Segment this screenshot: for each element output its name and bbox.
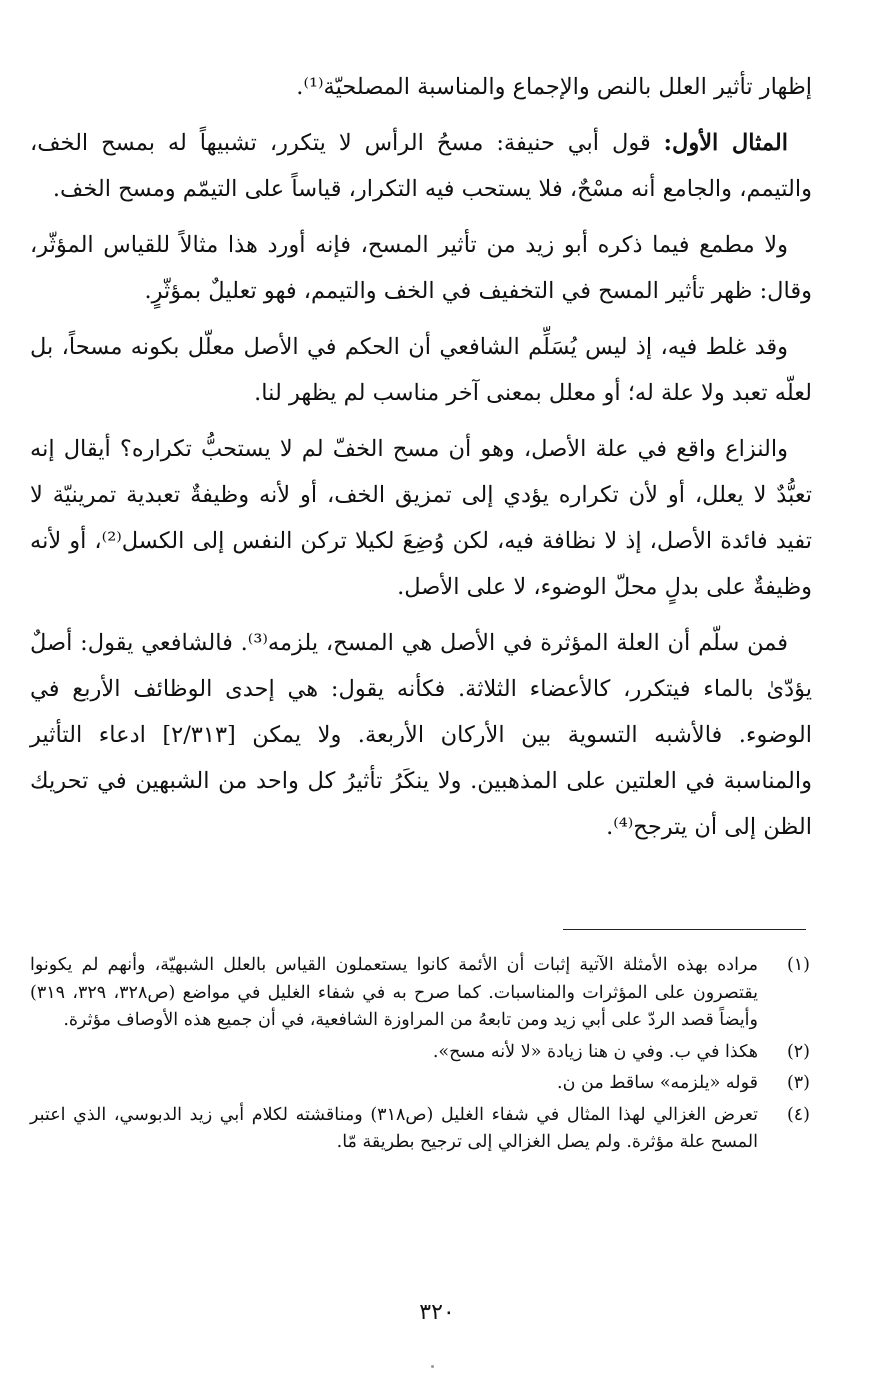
footnote-item [30, 1070, 810, 1098]
footnote-number: (١) [786, 955, 810, 975]
footnote-text: تعرض الغزالي لهذا المثال في شفاء الغليل (ص٣١٨) ومناقشته لكلام أبي زيد الدبوسي، الذي اعتبر المسح علة مؤثرة. ولم يصل الغزالي إلى ترجيح بطريقة مّا. [30, 1104, 759, 1152]
paragraph-dispute: والنزاع واقع في علة الأصل، وهو أن مسح الخفّ لم لا يستحبُّ تكراره؟ أيقال إنه تعبُّدٌ لا يعلل، أو لأن تكراره يؤدي إلى تمزيق الخف، أو لأنه وظيفةٌ تعبدية تمرينيّة لا تفيد فائدة الأصل، إذ لا نظافة فيه، لكن وُضِعَ لكيلا تركن النفس إلى الكسل⁽²⁾، أو لأنه وظيفةٌ على بدلٍ محلّ الوضوء، لا على الأصل. [30, 436, 812, 600]
paragraph-example-one [30, 120, 812, 212]
footnote-number: (٢) [786, 1041, 810, 1062]
footnote-number: (٣) [786, 1073, 810, 1093]
footnote-number: (٤) [786, 1104, 810, 1125]
paragraph-error: وقد غلط فيه، إذ ليس يُسَلِّم الشافعي أن الحكم في الأصل معلّل بكونه مسحاً، بل لعلّه تعبد ولا علة له؛ أو معلل بمعنى آخر مناسب لم يظهر لنا. [30, 334, 812, 406]
footnote-item [30, 1039, 810, 1067]
footnote-text: هكذا في ب. وفي ن هنا زيادة «لا لأنه مسح». [432, 1041, 758, 1062]
footnotes [30, 952, 810, 1161]
footnote-item [30, 952, 810, 1035]
main-text [30, 64, 812, 860]
paragraph-intro: إظهار تأثير العلل بالنص والإجماع والمناسبة المصلحيّة⁽¹⁾. [296, 74, 812, 100]
footnote-separator [563, 929, 806, 930]
footnote-text: قوله «يلزمه» ساقط من ن. [557, 1073, 758, 1093]
example-heading: المثال الأول: [663, 130, 788, 156]
footnote-text: مراده بهذه الأمثلة الآتية إثبات أن الأئمة كانوا يستعملون القياس بالعلل الشبهيّة، وأنهم لم يكونوا يقتصرون على المؤثرات والمناسبات. كما صرح به في شفاء الغليل في مواضع (ص٣٢٨، ٣٢٩، ٣١٩) وأيضاً قصد الردّ على أبي زيد ومن تابعهُ من المراوزة الشافعية، في أن جميع هذه الأوصاف مؤثرة. [30, 955, 758, 1030]
example-text: قول أبي حنيفة: مسحُ الرأس لا يتكرر، تشبيهاً له بمسح الخف، والتيمم، والجامع أنه مسْحٌ، فلا يستحب فيه التكرار، قياساً على التيمّم ومسح الخف. [30, 130, 812, 202]
footnote-item [30, 1102, 810, 1157]
paragraph-abu-zayd: ولا مطمع فيما ذكره أبو زيد من تأثير المسح، فإنه أورد هذا مثالاً للقياس المؤثّر، وقال: ظهر تأثير المسح في التخفيف في الخف والتيمم، فهو تعليلٌ بمؤثّرٍ. [30, 232, 812, 304]
scan-speck [431, 1365, 434, 1368]
paragraph-shafii: فمن سلّم أن العلة المؤثرة في الأصل هي المسح، يلزمه⁽³⁾. فالشافعي يقول: أصلٌ يؤدّىٰ بالماء فيتكرر، كالأعضاء الثلاثة. فكأنه يقول: هي إحدى الوظائف الأربع في الوضوء. فالأشبه التسوية بين الأركان الأربعة. ولا يمكن [٢/٣١٣] ادعاء التأثير والمناسبة في العلتين على المذهبين. ولا ينكَرُ تأثيرُ كل واحد من الشبهين في تحريك الظن إلى أن يترجح⁽⁴⁾. [30, 630, 812, 840]
page-number: ٣٢٠ [419, 1300, 455, 1325]
